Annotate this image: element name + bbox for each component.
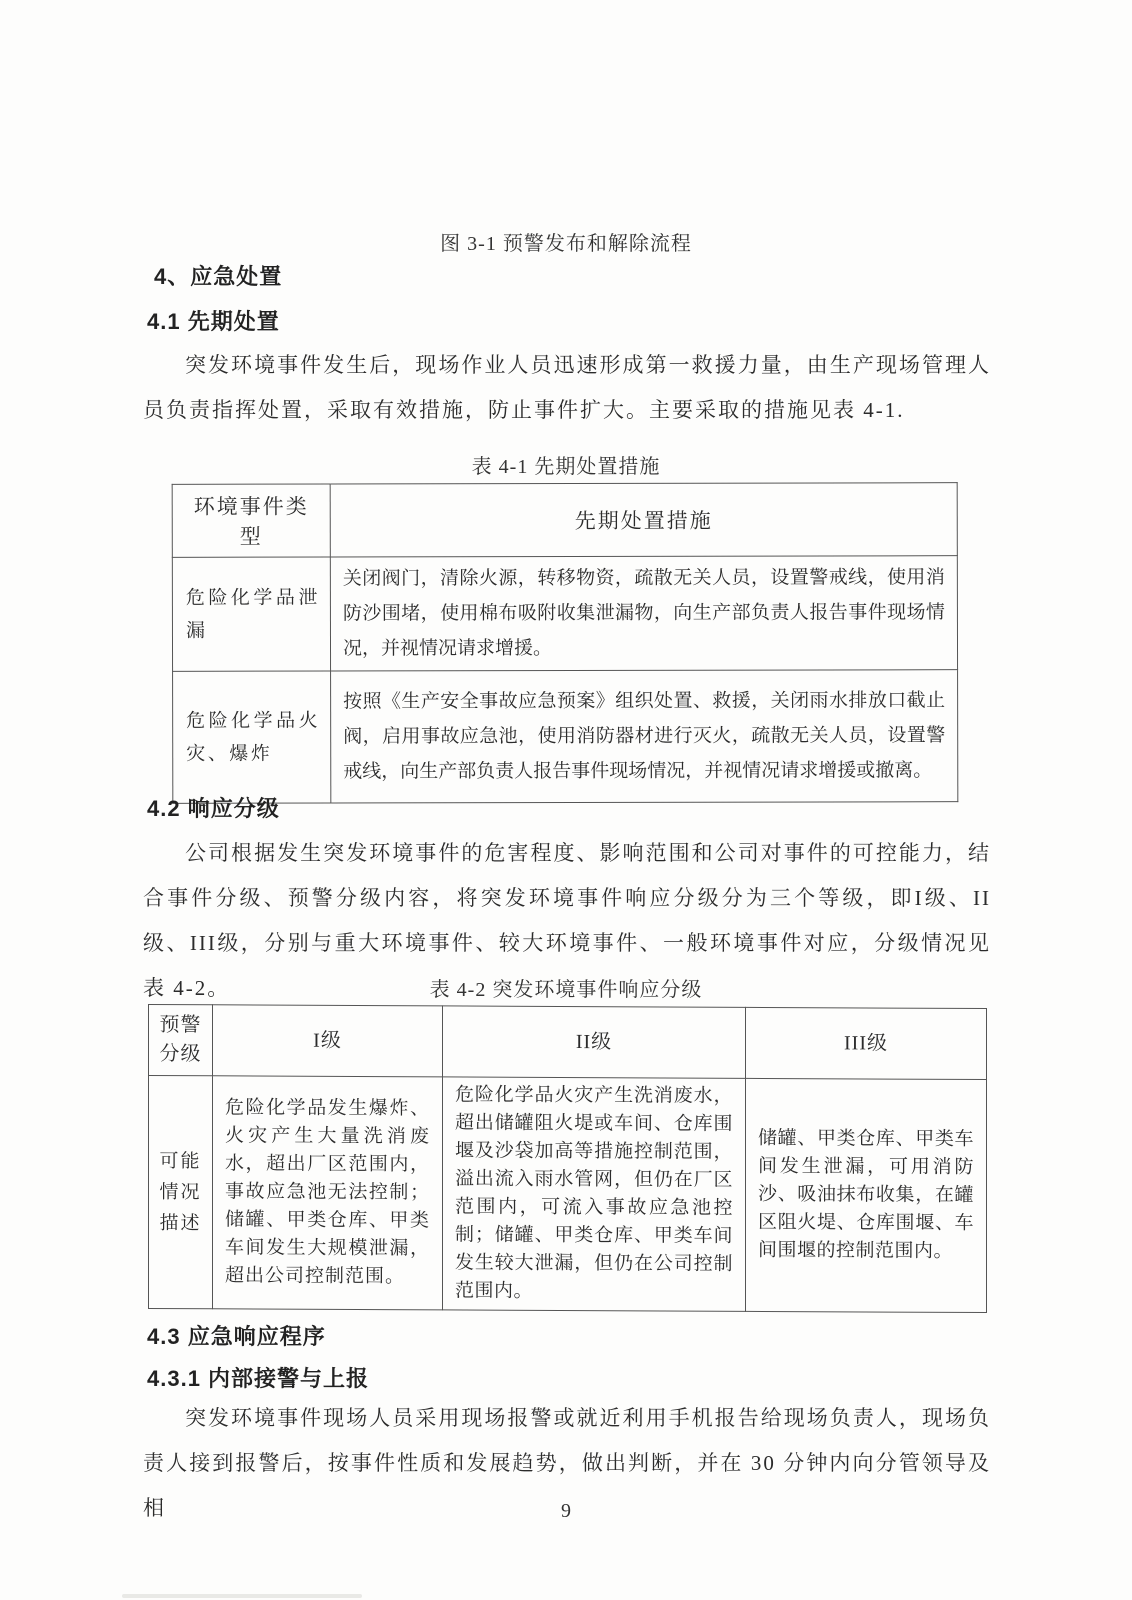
section-heading-4-3: 4.3 应急响应程序 [147,1324,326,1349]
section-heading-4-2: 4.2 响应分级 [147,796,280,821]
table-4-1-caption: 表 4-1 先期处置措施 [471,456,661,478]
table-4-1-row2-measures: 按照《生产安全事故应急预案》组织处置、救援，关闭雨水排放口截止阀，启用事故应急池，使用消防器材进行灭火，疏散无关人员，设置警戒线，向生产部负责人报告事件现场情况，并视情况请求增援或撤离。 [331,670,958,803]
table-4-1-header-row [172,483,957,558]
table-row [172,556,957,672]
table-4-2-level-3-description: 储罐、甲类仓库、甲类车间发生泄漏，可用消防沙、吸油抹布收集，在罐区阻火堤、仓库围堰、车间围堰的控制范围内。 [746,1078,987,1312]
paragraph-4-1: 突发环境事件发生后，现场作业人员迅速形成第一救援力量，由生产现场管理人员负责指挥处置，采取有效措施，防止事件扩大。主要采取的措施见表 4-1. [143,353,991,422]
paragraph-4-2: 公司根据发生突发环境事件的危害程度、影响范围和公司对事件的可控能力，结合事件分级、预警分级内容，将突发环境事件响应分级分为三个等级，即I级、II级、III级，分别与重大环境事件、较大环境事件、一般环境事件对应，分级情况见表 4-2。 [143,841,991,1000]
table-row [149,1075,987,1312]
table-4-2-level-2-description: 危险化学品火灾产生洗消废水，超出储罐阻火堤或车间、仓库围堰及沙袋加高等措施控制范围，溢出流入雨水管网，但仍在厂区范围内，可流入事故应急池控制；储罐、甲类仓库、甲类车间发生较大泄漏，但仍在公司控制范围内。 [443,1077,746,1311]
table-4-2-header-row [149,1004,987,1079]
table-4-2-header-level-2: II级 [443,1006,746,1078]
section-heading-4-1: 4.1 先期处置 [147,309,280,334]
table-4-1-row1-event-type: 危险化学品泄漏 [172,557,330,671]
table-4-2-caption: 表 4-2 突发环境事件响应分级 [429,979,703,1001]
table-4-1-row2-event-type: 危险化学品火灾、爆炸 [173,671,331,803]
table-4-2-header-level-1: I级 [213,1005,443,1077]
table-4-2 [148,1004,987,1313]
table-4-1-header-measures: 先期处置措施 [330,483,957,557]
table-4-1 [172,482,959,804]
table-4-1-header-event-type: 环境事件类型 [172,484,330,557]
section-heading-4-3-1: 4.3.1 内部接警与上报 [147,1366,370,1391]
section-heading-4: 4、应急处置 [154,264,283,289]
figure-3-1-caption: 图 3-1 预警发布和解除流程 [440,233,692,255]
table-4-2-row-label: 可能情况描述 [149,1075,213,1308]
table-4-1-row1-measures: 关闭阀门，清除火源，转移物资，疏散无关人员，设置警戒线，使用消防沙围堵，使用棉布吸附收集泄漏物，向生产部负责人报告事件现场情况，并视情况请求增援。 [330,556,957,671]
page-number: 9 [561,1500,571,1522]
table-4-2-header-level-3: III级 [746,1007,987,1079]
scan-artifact-smudge [122,1594,362,1598]
table-row [173,670,958,804]
table-4-2-level-1-description: 危险化学品发生爆炸、火灾产生大量洗消废水，超出厂区范围内，事故应急池无法控制；储罐、甲类仓库、甲类车间发生大规模泄漏，超出公司控制范围。 [213,1076,443,1310]
table-4-2-header-warning-level: 预警分级 [149,1004,213,1075]
paragraph-4-3-1: 突发环境事件现场人员采用现场报警或就近利用手机报告给现场负责人，现场负责人接到报警后，按事件性质和发展趋势，做出判断，并在 30 分钟内向分管领导及相 [143,1406,991,1520]
